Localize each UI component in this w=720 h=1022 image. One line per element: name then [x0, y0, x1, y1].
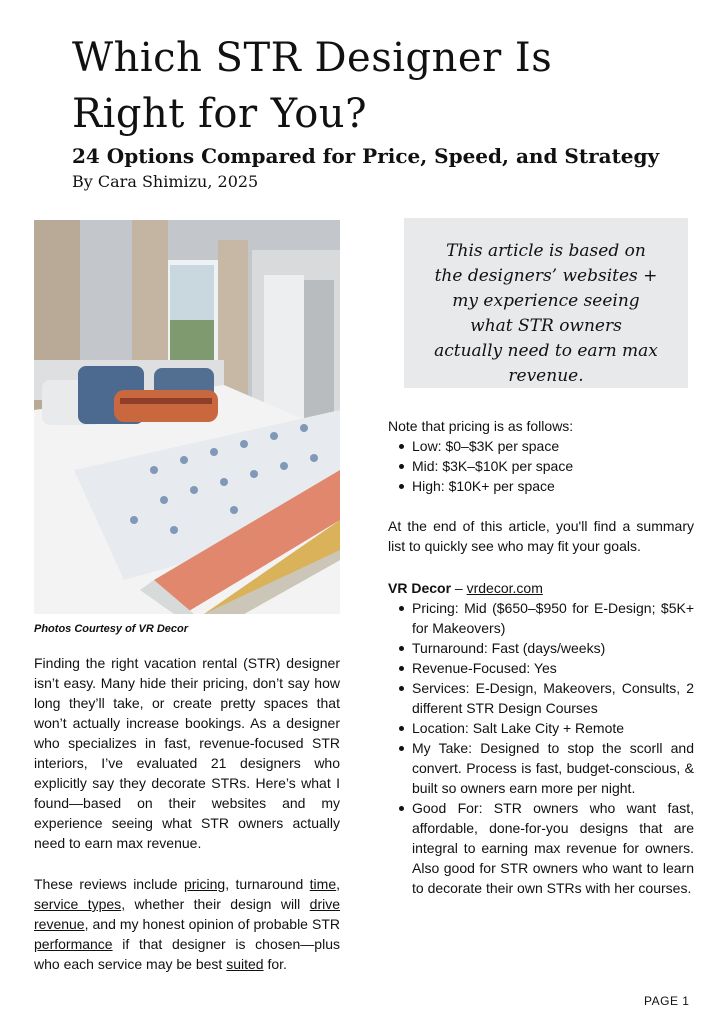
detail-my-take: My Take: Designed to stop the scorll and convert. Process is fast, budget-conscious, & built so owners earn more per night.	[388, 738, 694, 798]
page-number: PAGE 1	[644, 994, 690, 1008]
time-link[interactable]: time	[309, 876, 337, 892]
detail-good-for: Good For: STR owners who want fast, affordable, done-for-you designs that are integral to earning max revenue for owners. Also good for STR owners who want to learn to decorate their own STRs with her courses.	[388, 798, 694, 898]
detail-pricing: Pricing: Mid ($650–$950 for E-Design; $5K+ for Makeovers)	[388, 598, 694, 638]
service-types-link[interactable]: service types	[34, 896, 122, 912]
designer-heading: VR Decor – vrdecor.com	[388, 580, 543, 596]
bedroom-photo	[34, 220, 340, 614]
reviews-paragraph: These reviews include pricing, turnaround time, service types, whether their design will drive revenue, and my honest opinion of probable STR performance if that designer is chosen—plus who each service may be best suited for.	[34, 876, 341, 972]
designer-details-list	[388, 598, 694, 898]
pricing-tier-item: Mid: $3K–$10K per space	[388, 456, 694, 476]
summary-note: At the end of this article, you'll find a summary list to quickly see who may fit your goals.	[388, 518, 694, 554]
pricing-tier-list	[388, 436, 694, 496]
designer-website-link[interactable]: vrdecor.com	[466, 580, 543, 596]
detail-turnaround: Turnaround: Fast (days/weeks)	[388, 638, 694, 658]
intro-paragraph: Finding the right vacation rental (STR) designer isn’t easy. Many hide their pricing, don’t say how long they’ll take, or create pretty spaces that won’t actually increase bookings. As a designer who specializes in fast, revenue-focused STR interiors, I’ve evaluated 21 designers who explicitly say they decorate STRs. Here’s what I found—based on their websites and my experience seeing what STR owners actually need to earn max revenue.	[34, 655, 340, 851]
drive-revenue-link[interactable]: drive revenue	[34, 896, 341, 932]
pricing-note	[388, 416, 694, 496]
article-title: Which STR Designer Is Right for You?	[72, 35, 553, 137]
designer-entry	[388, 578, 694, 898]
detail-location: Location: Salt Lake City + Remote	[388, 718, 694, 738]
performance-link[interactable]: performance	[34, 936, 113, 952]
callout-box: This article is based on the designers’ websites + my experience seeing what STR owners actually need to earn max revenue.	[404, 218, 688, 388]
suited-link[interactable]: suited	[226, 956, 264, 972]
designer-name: VR Decor	[388, 580, 452, 596]
pricing-tier-item: High: $10K+ per space	[388, 476, 694, 496]
detail-services: Services: E-Design, Makeovers, Consults, 2 different STR Design Courses	[388, 678, 694, 718]
pricing-tier-item: Low: $0–$3K per space	[388, 436, 694, 456]
pricing-link[interactable]: pricing	[183, 876, 226, 892]
pricing-intro: Note that pricing is as follows:	[388, 418, 574, 434]
byline: By Cara Shimizu, 2025	[72, 172, 259, 191]
detail-revenue-focused: Revenue-Focused: Yes	[388, 658, 694, 678]
article-subtitle: 24 Options Compared for Price, Speed, and Strategy	[72, 144, 660, 168]
photo-caption: Photos Courtesy of VR Decor	[34, 623, 189, 635]
